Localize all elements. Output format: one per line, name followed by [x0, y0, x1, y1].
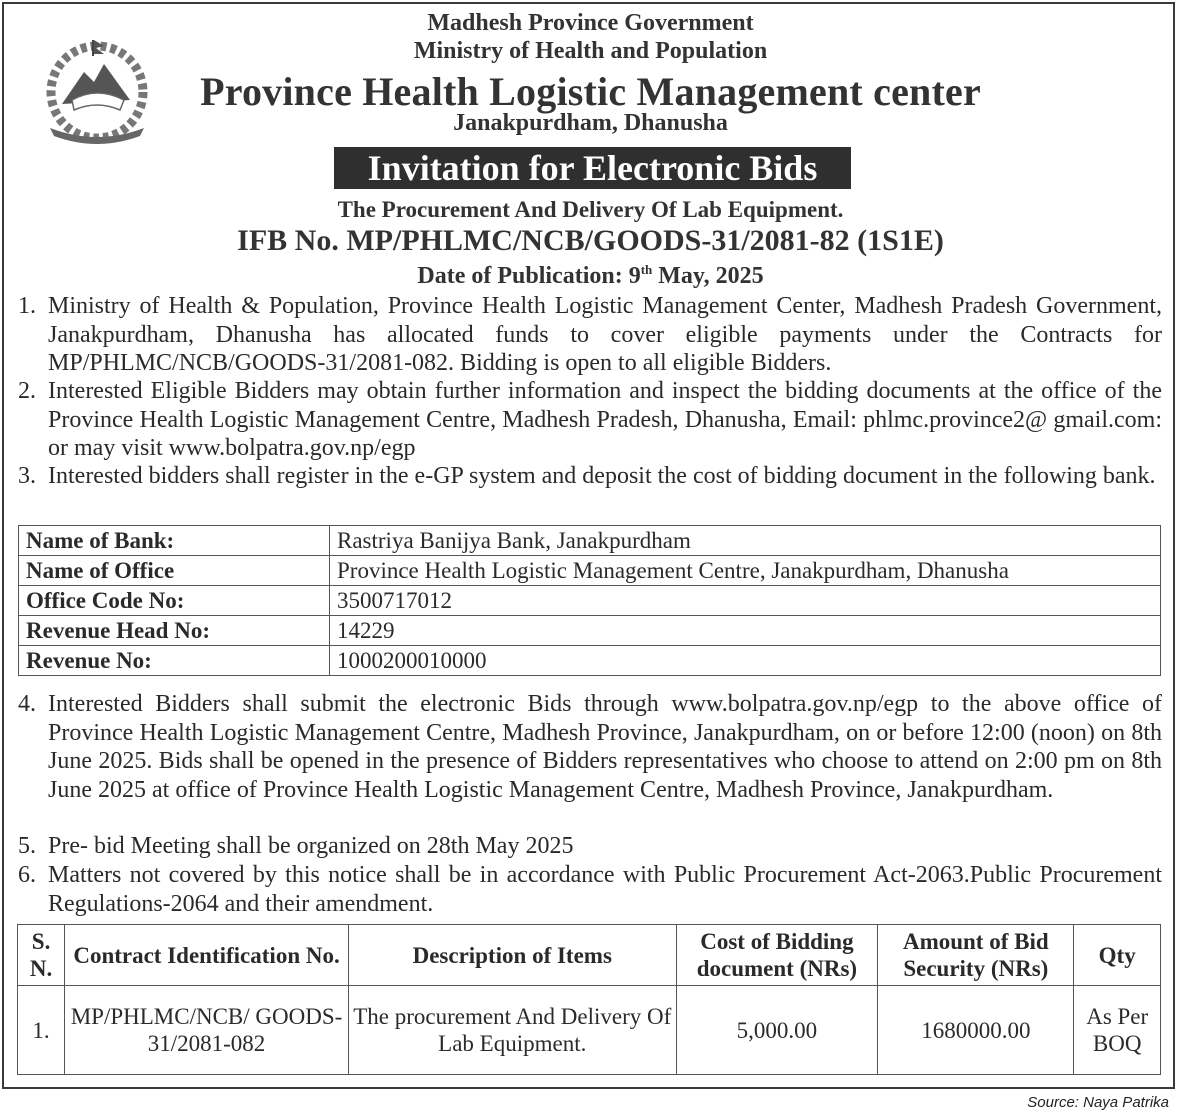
- table-row: [19, 616, 1161, 646]
- table-row: [19, 646, 1161, 676]
- bank-details-table: [18, 525, 1161, 676]
- clause-1: [18, 292, 1162, 378]
- column-header-sn: S. N.: [18, 925, 65, 986]
- bank-field-value: Rastriya Banijya Bank, Janakpurdham: [330, 526, 1161, 556]
- government-name: Madhesh Province Government: [427, 10, 754, 36]
- publication-day-suffix: th: [640, 262, 653, 277]
- column-header-security: Amount of Bid Security (NRs): [878, 925, 1074, 986]
- clause-3: [18, 462, 1162, 491]
- cell-qty: As Per BOQ: [1074, 986, 1161, 1075]
- cell-contract-id: MP/PHLMC/NCB/ GOODS- 31/2081-082: [65, 986, 349, 1075]
- bank-field-value: 1000200010000: [330, 646, 1161, 676]
- procurement-subtitle: The Procurement And Delivery Of Lab Equipment.: [337, 197, 844, 222]
- column-header-cost: Cost of Bidding document (NRs): [676, 925, 878, 986]
- clause-4: [18, 690, 1162, 804]
- bank-field-value: 14229: [330, 616, 1161, 646]
- bank-field-label: Office Code No:: [19, 586, 330, 616]
- clause-6: [18, 861, 1162, 918]
- publication-month-year: May, 2025: [652, 263, 764, 289]
- bank-field-label: Revenue Head No:: [19, 616, 330, 646]
- bank-field-value: Province Health Logistic Management Centre, Janakpurdham, Dhanusha: [330, 556, 1161, 586]
- publication-label: Date of Publication:: [417, 263, 629, 289]
- table-header-row: [18, 925, 1161, 986]
- table-row: [18, 986, 1161, 1075]
- bank-field-label: Name of Bank:: [19, 526, 330, 556]
- bank-field-label: Name of Office: [19, 556, 330, 586]
- clause-text: Matters not covered by this notice shall be in accordance with Public Procurement Act-2063.Public Procurement Regulations-2064 and their amendment.: [48, 862, 1162, 917]
- ifb-number: IFB No. MP/PHLMC/NCB/GOODS-31/2081-82 (1S1E): [237, 224, 944, 257]
- source-credit: Source: Naya Patrika: [1027, 1094, 1169, 1111]
- clause-text: Interested Eligible Bidders may obtain further information and inspect the bidding documents at the office of the Province Health Logistic Management Centre, Madhesh Pradesh, Dhanusha, Email: phlmc.province2@ gmail.com: or may visit www.bolpatra.gov.np/egp: [48, 378, 1162, 461]
- contract-items-table: [17, 924, 1161, 1075]
- organization-location: Janakpurdham, Dhanusha: [453, 110, 728, 136]
- clause-text: Interested bidders shall register in the e-GP system and deposit the cost of bidding document in the following bank.: [48, 463, 1156, 489]
- ministry-name: Ministry of Health and Population: [413, 38, 768, 64]
- table-row: [19, 586, 1161, 616]
- clause-number: 1.: [18, 293, 36, 319]
- cell-description: The procurement And Delivery Of Lab Equipment.: [348, 986, 676, 1075]
- clause-number: 5.: [18, 833, 36, 859]
- publication-date: [0, 262, 1181, 290]
- clause-text: Ministry of Health & Population, Province Health Logistic Management Center, Madhesh Pradesh Government, Janakpurdham, Dhanusha has allocated funds to cover eligible payments under the Contracts for MP/PHLMC/NCB/GOODS-31/2081-082. Bidding is open to all eligible Bidders.: [48, 293, 1162, 376]
- table-row: [19, 526, 1161, 556]
- clause-number: 4.: [18, 691, 36, 717]
- cell-security: 1680000.00: [878, 986, 1074, 1075]
- clause-number: 6.: [18, 862, 36, 888]
- clause-number: 2.: [18, 378, 36, 404]
- cell-sn: 1.: [18, 986, 65, 1075]
- publication-day: 9: [628, 263, 641, 289]
- organization-name: Province Health Logistic Management center: [200, 69, 981, 114]
- bank-field-value: 3500717012: [330, 586, 1161, 616]
- table-row: [19, 556, 1161, 586]
- column-header-qty: Qty: [1074, 925, 1161, 986]
- clause-text: Interested Bidders shall submit the electronic Bids through www.bolpatra.gov.np/egp to the above office of Province Health Logistic Management Centre, Madhesh Province, Janakpurdham, on or before 12:00 (noon) on 8th June 2025. Bids shall be opened in the presence of Bidders representatives who choose to attend on 2:00 pm on 8th June 2025 at office of Province Health Logistic Management Centre, Madhesh Province, Janakpurdham.: [48, 691, 1162, 803]
- column-header-contract-id: Contract Identification No.: [65, 925, 349, 986]
- bank-field-label: Revenue No:: [19, 646, 330, 676]
- clause-text: Pre- bid Meeting shall be organized on 28th May 2025: [48, 833, 574, 859]
- notice-title-banner: Invitation for Electronic Bids: [334, 147, 851, 189]
- clause-number: 3.: [18, 463, 36, 489]
- cell-cost: 5,000.00: [676, 986, 878, 1075]
- clause-5: [18, 832, 1162, 861]
- clause-2: [18, 377, 1162, 463]
- column-header-description: Description of Items: [348, 925, 676, 986]
